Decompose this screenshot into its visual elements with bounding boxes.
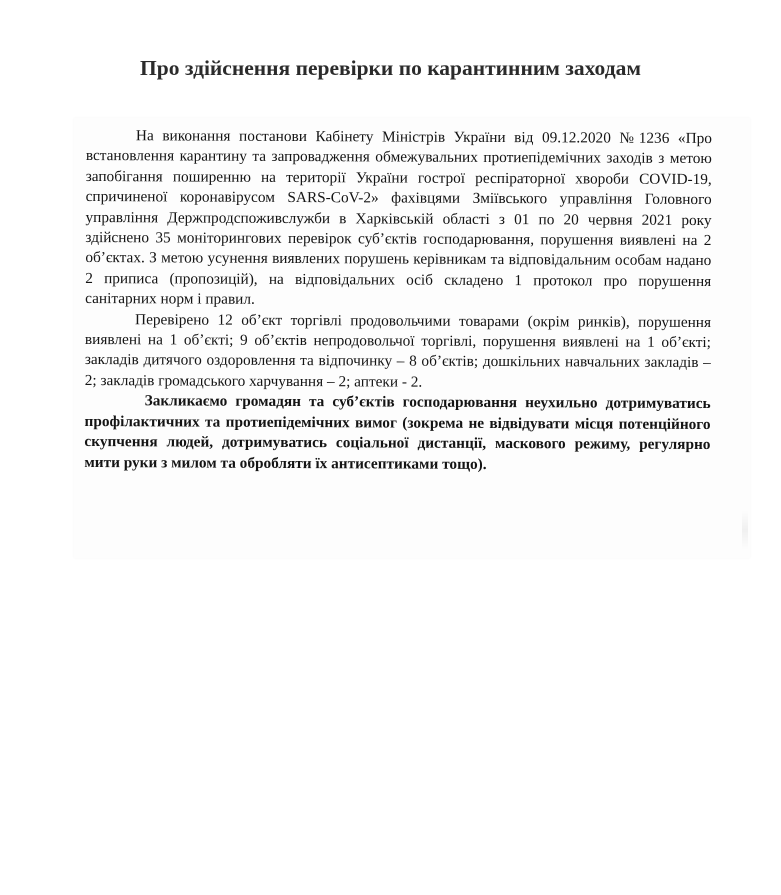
scan-edge-shadow <box>742 510 748 550</box>
paragraph-inspection-summary: На виконання постанови Кабінету Міністрів України від 09.12.2020 №1236 «Про встановлення карантину та запровадження обмежувальних протиепідемічних заходів з метою запобігання поширенню на території України гострої респіраторної хвороби COVID-19, спричиненої коронавірусом SARS-CoV-2» фахівцями Зміївського управління Головного управління Держпродспоживслужби в Харківській області з 01 по 20 червня 2021 року здійснено 35 моніторингових перевірок суб’єктів господарювання, порушення виявлені на 2 об’єктах. З метою усунення виявлених порушень керівникам та відповідальним особам надано 2 приписа (пропозицій), на відповідальних осіб складено 1 протокол про порушення санітарних норм і правил. <box>85 127 712 309</box>
document-body <box>84 126 712 476</box>
paragraph-inspected-objects: Перевірено 12 об’єкт торгівлі продовольчими товарами (окрім ринків), порушення виявлені на 1 об’єкті; 9 об’єктів непродовольчої торгівлі, порушення виявлені на 1 об’єкті; закладів дитячого оздоровлення та відпочинку – 8 об’єктів; дошкільних навчальних закладів – 2; закладів громадського харчування – 2; аптеки - 2. <box>84 310 712 391</box>
paragraph-appeal-to-citizens: Закликаємо громадян та суб’єктів господарювання неухильно дотримуватись профілактичних та протиепідемічних вимог (зокрема не відвідувати місця потенційного скупчення людей, дотримуватись соціальної дистанції, маскового режиму, регулярно мити руки з милом та обробляти їх антисептиками тощо). <box>84 392 711 473</box>
page-title: Про здійснення перевірки по карантинним заходам <box>140 56 641 80</box>
scanned-document-image <box>74 118 750 558</box>
